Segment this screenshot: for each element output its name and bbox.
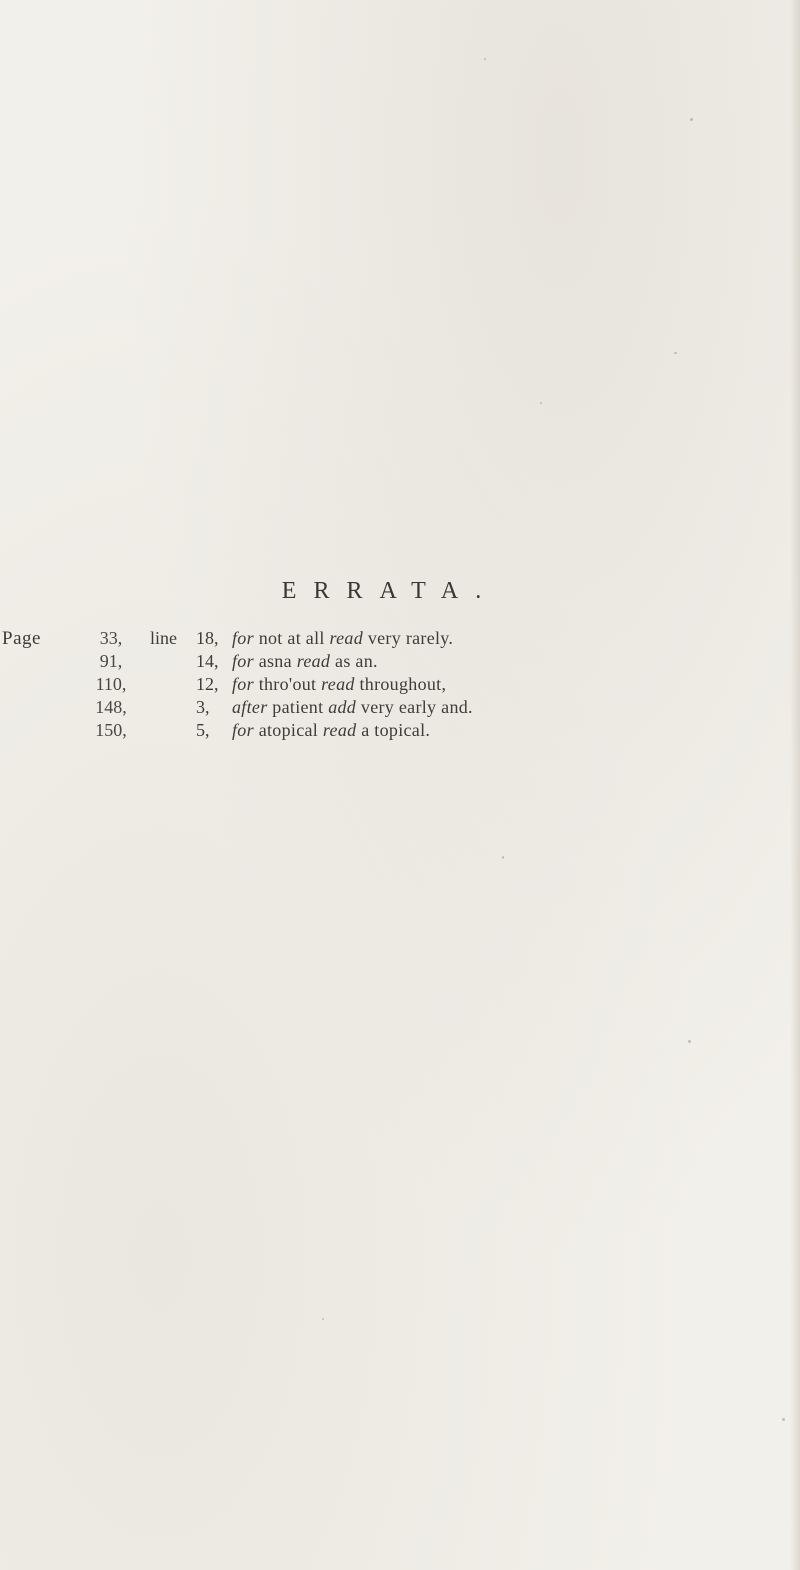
keyword-for: for [232,628,254,648]
errata-row [0,650,800,673]
errata-row [0,673,800,696]
correction-text [232,719,430,742]
correction-text [232,650,378,673]
error-text: atopical [253,720,323,740]
line-number: 18, [196,628,219,648]
paper-speck [688,1040,691,1043]
correction-text [232,673,446,696]
correction-text [232,627,453,650]
page-number: 91, [99,651,123,671]
page-number: 148, [95,697,127,717]
correction-text [232,696,473,719]
paper-speck [502,856,504,859]
line-label: line [150,628,177,648]
keyword-add: add [328,697,357,717]
errata-row [0,627,800,650]
keyword-read: read [329,628,364,648]
paper-speck [690,118,693,121]
line-number: 12, [196,674,219,694]
keyword-for: for [232,651,254,671]
paper-speck [540,402,542,404]
page-label: Page [2,628,41,649]
keyword-read: read [322,720,357,740]
line-number: 5, [196,720,210,740]
error-text: thro'out [253,674,322,694]
paper-speck [782,1418,785,1421]
keyword-for: for [232,674,254,694]
inserted-text: very early and. [356,697,473,717]
context-text: patient [267,697,329,717]
corrected-text: as an. [330,651,378,671]
corrected-text: throughout, [354,674,447,694]
page-number: 33, [99,628,123,648]
corrected-text: very rarely. [363,628,454,648]
keyword-read: read [296,651,331,671]
corrected-text: a topical. [356,720,431,740]
keyword-after: after [232,697,268,717]
paper-speck [322,1318,324,1320]
errata-row [0,696,800,719]
page-number: 110, [95,674,127,694]
paper-speck [674,352,677,354]
paper-speck [484,58,486,60]
errata-row [0,719,800,742]
page-edge-shadow [790,0,800,1570]
errata-heading: ERRATA. [281,578,499,604]
page-number: 150, [95,720,127,740]
keyword-read: read [321,674,355,694]
line-number: 14, [196,651,219,671]
line-number: 3, [196,697,210,717]
keyword-for: for [232,720,254,740]
error-text: asna [253,651,297,671]
errata-list [0,627,800,742]
error-text: not at all [253,628,330,648]
